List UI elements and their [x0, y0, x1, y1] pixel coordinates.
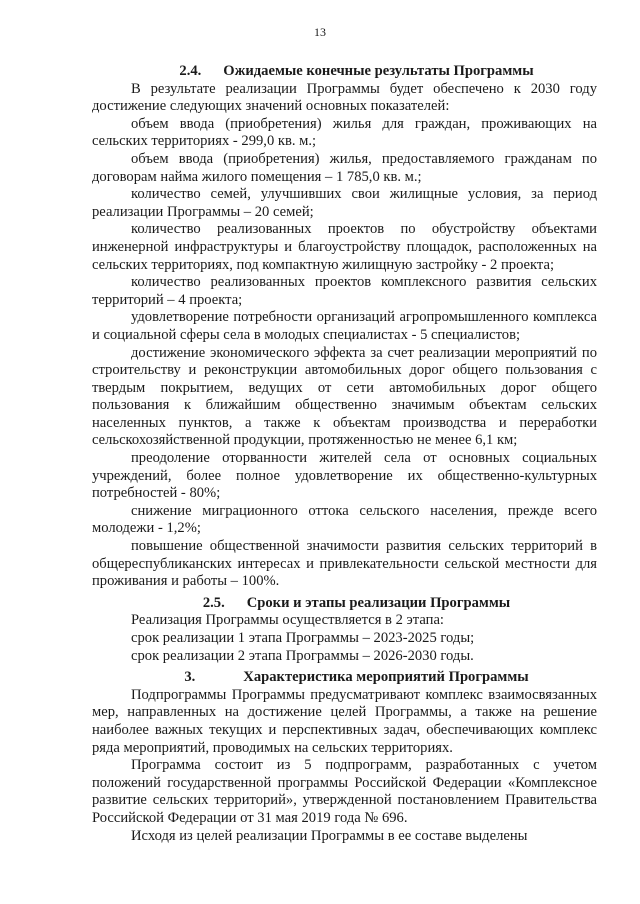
paragraph: Программа состоит из 5 подпрограмм, разработанных с учетом положений государственной программы Российской Федерации «Комплексное развитие сельских территорий», утвержденной постановлением Правительства Российской Федерации от 31 мая 2019 года № 696. [92, 757, 597, 826]
page-content [92, 63, 597, 845]
section-title: Сроки и этапы реализации Программы [246, 594, 511, 611]
paragraph: удовлетворение потребности организаций агропромышленного комплекса и социальной сферы села в молодых специалистах - 5 специалистов; [92, 309, 597, 343]
section-number: 3. [184, 669, 196, 686]
paragraph: количество семей, улучшивших свои жилищные условия, за период реализации Программы – 20 семей; [92, 186, 597, 220]
section-heading-2-5 [92, 595, 597, 613]
paragraph: повышение общественной значимости развития сельских территорий в общереспубликанских интересах и привлекательности сельской местности для проживания и работы – 100%. [92, 538, 597, 590]
paragraph: срок реализации 1 этапа Программы – 2023-2025 годы; [131, 630, 475, 646]
paragraph: Подпрограммы Программы предусматривают комплекс взаимосвязанных мер, направленных на достижение целей Программы, а также на решение наиболее важных текущих и перспективных задач, обеспечивающих комплекс ряда мероприятий, проводимых на сельских территориях. [92, 686, 597, 756]
section-title: Характеристика мероприятий Программы [243, 669, 529, 686]
paragraph: Исходя из целей реализации Программы в ее составе выделены [131, 827, 528, 844]
paragraph: объем ввода (приобретения) жилья для граждан, проживающих на сельских территориях - 299,0 кв. м.; [92, 115, 597, 150]
section-heading-2-4 [92, 63, 597, 81]
section-title: Ожидаемые конечные результаты Программы [223, 63, 534, 79]
paragraph: снижение миграционного оттока сельского населения, прежде всего молодежи - 1,2%; [92, 502, 597, 537]
paragraph: преодоление оторванности жителей села от основных социальных учреждений, более полное удовлетворение их общественно-культурных потребностей - 80%; [92, 450, 597, 502]
paragraph: объем ввода (приобретения) жилья, предоставляемого гражданам по договорам найма жилого помещения – 1 785,0 кв. м.; [92, 150, 597, 185]
page-number: 13 [314, 25, 326, 39]
section-number: 2.4. [179, 63, 202, 79]
paragraph: количество реализованных проектов по обустройству объектами инженерной инфраструктуры и благоустройству площадок, расположенных на сельских территориях, под компактную жилищную застройку - 2 проекта; [92, 221, 597, 273]
section-number: 2.5. [202, 594, 225, 611]
paragraph: В результате реализации Программы будет обеспечено к 2030 году достижение следующих значений основных показателей: [92, 80, 597, 115]
section-heading-3 [92, 669, 597, 687]
paragraph: срок реализации 2 этапа Программы – 2026-2030 годы. [131, 647, 474, 664]
paragraph: количество реализованных проектов комплексного развития сельских территорий – 4 проекта; [92, 274, 597, 308]
paragraph: Реализация Программы осуществляется в 2 этапа: [131, 612, 444, 629]
paragraph: достижение экономического эффекта за счет реализации мероприятий по строительству и реконструкции автомобильных дорог общего пользования с твердым покрытием, ведущих от сети автомобильных дорог общего пользования к ближайшим общественно значимым объектам сельских населенных пунктов, а также к объектам производства и переработки сельскохозяйственной продукции, протяженностью не менее 6,1 км; [92, 344, 597, 449]
